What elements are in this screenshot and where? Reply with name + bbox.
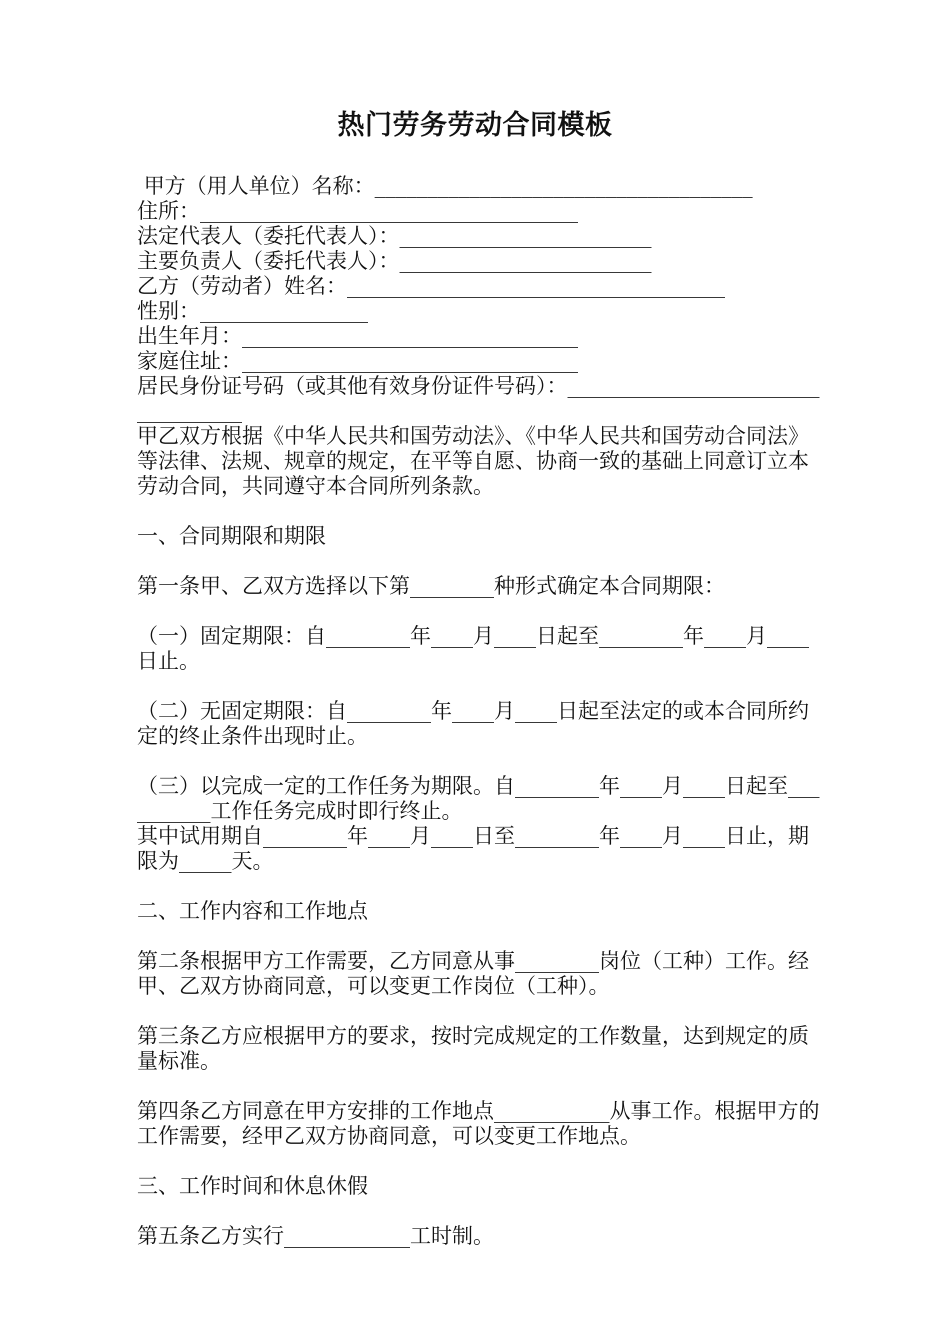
section-heading: 二、工作内容和工作地点 (137, 899, 368, 923)
party-a-name-field: 甲方（用人单位）名称：____________________________________ (137, 174, 753, 198)
birth-date-field: 出生年月：________________________________ (137, 324, 578, 348)
term-task-based: （三）以完成一定的工作任务为期限。自________年____月____日起至__________工作任务完成时即行终止。 (137, 774, 820, 823)
term-open-ended: （二）无固定期限：自________年____月____日起至法定的或本合同所约定的终止条件出现时止。 (137, 699, 809, 748)
article-2: 第二条根据甲方工作需要，乙方同意从事________岗位（工种）工作。经甲、乙双方协商同意，可以变更工作岗位（工种）。 (137, 949, 809, 998)
home-address-field: 家庭住址：________________________________ (137, 349, 578, 373)
intro-paragraph: 甲乙双方根据《中华人民共和国劳动法》、《中华人民共和国劳动合同法》等法律、法规、规章的规定，在平等自愿、协商一致的基础上同意订立本劳动合同，共同遵守本合同所列条款。 (137, 424, 809, 498)
section-heading: 一、合同期限和期限 (137, 524, 326, 548)
article-3: 第三条乙方应根据甲方的要求，按时完成规定的工作数量，达到规定的质量标准。 (137, 1024, 809, 1073)
principal-field: 主要负责人（委托代表人）：________________________ (137, 249, 652, 273)
party-a-address-field: 住所：____________________________________ (137, 199, 578, 223)
article-4: 第四条乙方同意在甲方安排的工作地点___________从事工作。根据甲方的工作需要，经甲乙双方协商同意，可以变更工作地点。 (137, 1099, 820, 1148)
article-5: 第五条乙方实行____________工时制。 (137, 1224, 494, 1248)
document-title: 热门劳务劳动合同模板 (337, 110, 613, 141)
gender-field: 性别：________________ (137, 299, 368, 323)
party-b-name-field: 乙方（劳动者）姓名：____________________________________ (137, 274, 725, 298)
term-fixed: （一）固定期限：自________年____月____日起至________年____月____日止。 (137, 624, 809, 673)
legal-representative-field: 法定代表人（委托代表人）：________________________ (137, 224, 652, 248)
probation-period: 其中试用期自________年____月____日至________年____月____日止，期限为_____天。 (137, 824, 809, 873)
id-number-field: 居民身份证号码（或其他有效身份证件号码）：__________________________________ (137, 374, 820, 423)
article-1: 第一条甲、乙双方选择以下第________种形式确定本合同期限： (137, 574, 725, 598)
document-body (137, 174, 827, 1249)
section-heading: 三、工作时间和休息休假 (137, 1174, 368, 1198)
